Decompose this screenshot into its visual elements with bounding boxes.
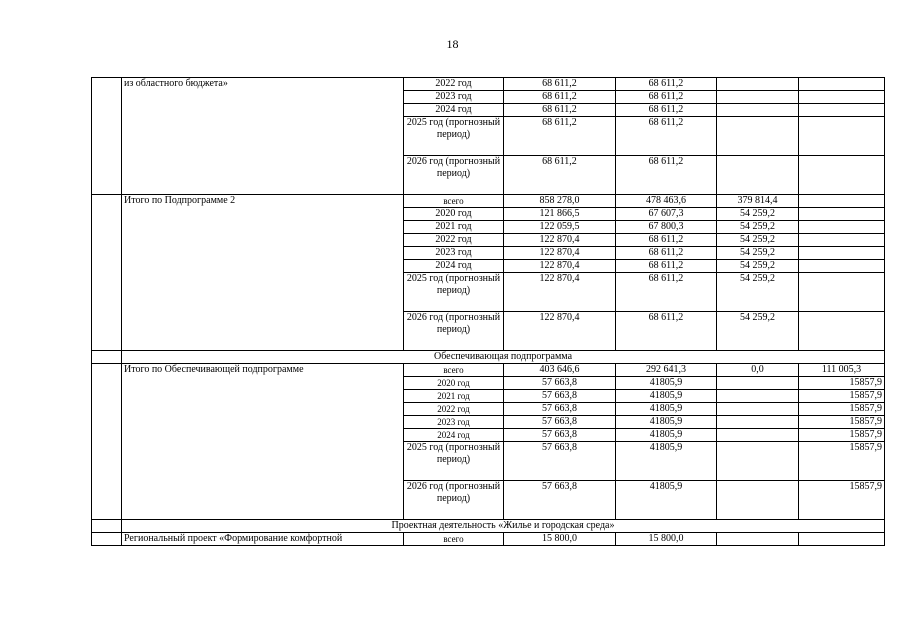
value-col2-cell: 41805,9 (616, 442, 717, 481)
block-regional-project (92, 533, 885, 546)
value-total-cell: 57 663,8 (504, 481, 616, 520)
value-total-cell: 122 870,4 (504, 260, 616, 273)
value-total-cell: 122 870,4 (504, 312, 616, 351)
value-col3-cell: 54 259,2 (717, 221, 799, 234)
value-col3-cell: 54 259,2 (717, 247, 799, 260)
year-cell: 2022 год (404, 234, 504, 247)
value-col2-cell: 67 800,3 (616, 221, 717, 234)
value-col2-cell: 478 463,6 (616, 195, 717, 208)
value-col4-cell (799, 273, 885, 312)
value-col3-cell (717, 533, 799, 546)
year-cell: 2022 год (404, 403, 504, 416)
value-col4-cell (799, 533, 885, 546)
value-total-cell: 122 870,4 (504, 273, 616, 312)
value-col4-cell (799, 195, 885, 208)
value-col4-cell (799, 78, 885, 91)
value-total-cell: 122 870,4 (504, 247, 616, 260)
section-row (92, 351, 885, 364)
value-col4-cell (799, 221, 885, 234)
year-cell: всего (404, 364, 504, 377)
value-total-cell: 858 278,0 (504, 195, 616, 208)
value-col4-cell: 15857,9 (799, 481, 885, 520)
year-cell: 2024 год (404, 104, 504, 117)
row-name-cell: Региональный проект «Формирование комфортной (122, 533, 404, 546)
value-col4-cell (799, 247, 885, 260)
row-number-cell (92, 195, 122, 351)
section-heading: Проектная деятельность «Жилье и городская среда» (122, 520, 885, 533)
value-total-cell: 121 866,5 (504, 208, 616, 221)
value-col3-cell (717, 442, 799, 481)
year-cell: 2023 год (404, 91, 504, 104)
year-cell: всего (404, 195, 504, 208)
page-number: 18 (446, 37, 459, 51)
block-supporting-subprogram-total (92, 364, 885, 520)
section-heading: Обеспечивающая подпрограмма (122, 351, 885, 364)
row-name-cell: Итого по Подпрограмме 2 (122, 195, 404, 351)
value-col3-cell (717, 403, 799, 416)
value-col2-cell: 68 611,2 (616, 91, 717, 104)
value-col3-cell (717, 416, 799, 429)
value-col4-cell (799, 117, 885, 156)
value-col4-cell: 15857,9 (799, 429, 885, 442)
value-total-cell: 57 663,8 (504, 442, 616, 481)
value-total-cell: 57 663,8 (504, 429, 616, 442)
value-total-cell: 57 663,8 (504, 390, 616, 403)
value-col2-cell: 68 611,2 (616, 117, 717, 156)
value-total-cell: 403 646,6 (504, 364, 616, 377)
value-col3-cell (717, 104, 799, 117)
year-cell: 2021 год (404, 221, 504, 234)
value-col3-cell: 54 259,2 (717, 208, 799, 221)
table-row (92, 533, 885, 546)
value-col2-cell: 41805,9 (616, 429, 717, 442)
budget-table (91, 77, 885, 546)
year-cell: 2026 год (прогнозный период) (404, 312, 504, 351)
value-total-cell: 68 611,2 (504, 156, 616, 195)
value-col3-cell (717, 429, 799, 442)
table-row (92, 364, 885, 377)
value-col2-cell: 41805,9 (616, 416, 717, 429)
section-row (92, 520, 885, 533)
row-number-cell (92, 533, 122, 546)
value-col2-cell: 41805,9 (616, 403, 717, 416)
year-cell: 2023 год (404, 416, 504, 429)
value-col2-cell: 68 611,2 (616, 247, 717, 260)
value-total-cell: 57 663,8 (504, 416, 616, 429)
value-col2-cell: 68 611,2 (616, 260, 717, 273)
row-number-cell (92, 351, 122, 364)
value-col3-cell: 379 814,4 (717, 195, 799, 208)
row-number-cell (92, 78, 122, 195)
value-total-cell: 68 611,2 (504, 78, 616, 91)
value-col2-cell: 68 611,2 (616, 104, 717, 117)
value-col3-cell (717, 78, 799, 91)
value-col4-cell: 15857,9 (799, 416, 885, 429)
value-total-cell: 68 611,2 (504, 104, 616, 117)
value-col2-cell: 41805,9 (616, 390, 717, 403)
year-cell: 2020 год (404, 208, 504, 221)
year-cell: 2025 год (прогнозный период) (404, 442, 504, 481)
value-col3-cell (717, 117, 799, 156)
value-col4-cell (799, 234, 885, 247)
value-col2-cell: 68 611,2 (616, 273, 717, 312)
value-col4-cell (799, 104, 885, 117)
value-col3-cell (717, 390, 799, 403)
year-cell: 2024 год (404, 429, 504, 442)
row-name-cell: из областного бюджета» (122, 78, 404, 195)
row-number-cell (92, 364, 122, 520)
value-col2-cell: 15 800,0 (616, 533, 717, 546)
value-col4-cell (799, 156, 885, 195)
value-col3-cell (717, 91, 799, 104)
value-col3-cell (717, 156, 799, 195)
year-cell: 2022 год (404, 78, 504, 91)
value-total-cell: 122 059,5 (504, 221, 616, 234)
year-cell: 2025 год (прогнозный период) (404, 117, 504, 156)
year-cell: 2021 год (404, 390, 504, 403)
value-col4-cell: 15857,9 (799, 377, 885, 390)
value-total-cell: 122 870,4 (504, 234, 616, 247)
value-col4-cell (799, 312, 885, 351)
value-col3-cell: 54 259,2 (717, 273, 799, 312)
value-col3-cell (717, 481, 799, 520)
value-col4-cell (799, 91, 885, 104)
year-cell: 2026 год (прогнозный период) (404, 156, 504, 195)
value-total-cell: 68 611,2 (504, 91, 616, 104)
row-name-cell: Итого по Обеспечивающей подпрограмме (122, 364, 404, 520)
value-col4-cell: 15857,9 (799, 390, 885, 403)
value-col4-cell: 15857,9 (799, 442, 885, 481)
value-total-cell: 68 611,2 (504, 117, 616, 156)
value-col2-cell: 68 611,2 (616, 78, 717, 91)
section-project-activity (92, 520, 885, 533)
value-col4-cell: 15857,9 (799, 403, 885, 416)
table-row (92, 195, 885, 208)
block-subprogram-2-total (92, 195, 885, 351)
year-cell: 2020 год (404, 377, 504, 390)
value-col4-cell (799, 208, 885, 221)
value-col2-cell: 68 611,2 (616, 234, 717, 247)
year-cell: всего (404, 533, 504, 546)
value-col2-cell: 67 607,3 (616, 208, 717, 221)
value-col3-cell: 54 259,2 (717, 260, 799, 273)
value-total-cell: 57 663,8 (504, 377, 616, 390)
row-number-cell (92, 520, 122, 533)
value-col2-cell: 292 641,3 (616, 364, 717, 377)
block-oblast-budget (92, 78, 885, 195)
year-cell: 2023 год (404, 247, 504, 260)
year-cell: 2024 год (404, 260, 504, 273)
value-col4-cell: 111 005,3 (799, 364, 885, 377)
value-col3-cell: 54 259,2 (717, 234, 799, 247)
value-col2-cell: 68 611,2 (616, 156, 717, 195)
value-col2-cell: 41805,9 (616, 481, 717, 520)
year-cell: 2026 год (прогнозный период) (404, 481, 504, 520)
year-cell: 2025 год (прогнозный период) (404, 273, 504, 312)
value-col3-cell (717, 377, 799, 390)
value-col4-cell (799, 260, 885, 273)
value-col3-cell: 0,0 (717, 364, 799, 377)
value-total-cell: 57 663,8 (504, 403, 616, 416)
value-col2-cell: 68 611,2 (616, 312, 717, 351)
table-row (92, 78, 885, 91)
section-supporting-subprogram (92, 351, 885, 364)
value-col3-cell: 54 259,2 (717, 312, 799, 351)
value-col2-cell: 41805,9 (616, 377, 717, 390)
value-total-cell: 15 800,0 (504, 533, 616, 546)
